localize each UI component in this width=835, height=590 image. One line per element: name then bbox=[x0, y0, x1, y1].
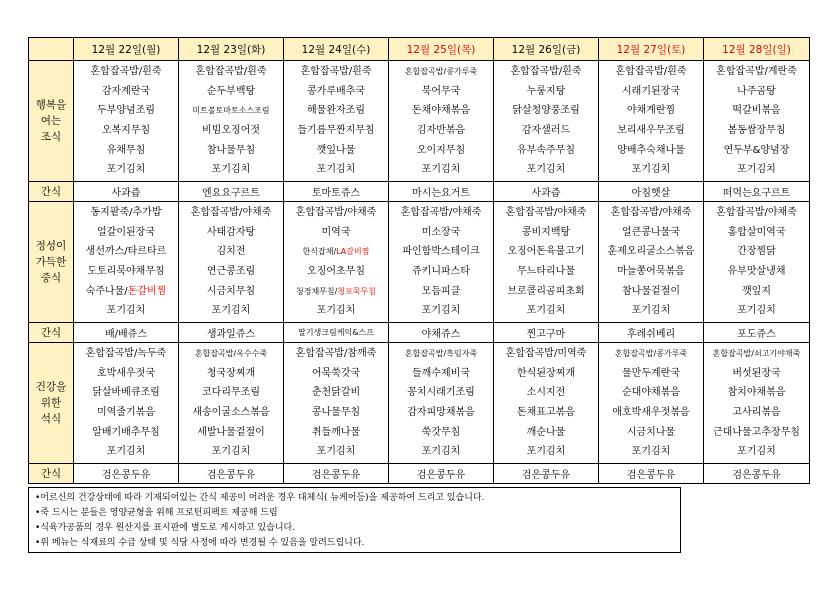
menu-item: 혼합잡곡밥/쇠고기야채죽 bbox=[712, 349, 801, 359]
menu-item: 봄동쌈장무침 bbox=[727, 125, 786, 136]
menu-item: 청국장찌개 bbox=[206, 367, 256, 379]
snack-item: 마시는요거트 bbox=[389, 182, 494, 202]
day-menu-cell bbox=[494, 202, 599, 323]
meal-label-line: 행복을 bbox=[35, 99, 67, 111]
menu-item-part: 한식잡채/ bbox=[302, 247, 337, 257]
menu-item: 참나물겉절이 bbox=[622, 285, 680, 297]
menu-item: 브로콜리곰피초회 bbox=[507, 285, 585, 297]
day-menu-cell bbox=[389, 61, 494, 182]
menu-item: 감자샐러드 bbox=[521, 125, 571, 136]
menu-item: 유채무침 bbox=[106, 144, 146, 156]
snack-item: 떠먹는요구르트 bbox=[704, 182, 810, 202]
menu-item: 쥬키니파스타 bbox=[412, 266, 470, 277]
day-header: 12월 26일(금) bbox=[494, 38, 599, 61]
day-menu-cell bbox=[179, 343, 284, 464]
snack-item: 사과즙 bbox=[74, 182, 179, 202]
menu-item: 버섯된장국 bbox=[732, 367, 781, 379]
menu-item: 물만두계란국 bbox=[622, 367, 680, 379]
menu-item: 근대나물고추장무침 bbox=[713, 426, 800, 438]
snack-item: 토마토쥬스 bbox=[284, 182, 389, 202]
menu-item: 포기김치 bbox=[631, 164, 671, 176]
menu-item: 취들깨나물 bbox=[311, 426, 361, 438]
menu-item: 깻잎나물 bbox=[316, 144, 356, 156]
day-header: 12월 28일(일) bbox=[704, 38, 810, 61]
menu-item: 포기김치 bbox=[737, 305, 776, 317]
header-corner bbox=[29, 38, 74, 61]
menu-item: 오이지무침 bbox=[416, 144, 466, 156]
menu-item: 한식된장찌개 bbox=[517, 367, 575, 379]
menu-item-highlight: 청포묵무침 bbox=[337, 286, 376, 296]
day-menu-cell bbox=[389, 343, 494, 464]
menu-item: 오복지무침 bbox=[101, 125, 151, 136]
menu-item: 소시지전 bbox=[526, 387, 566, 399]
menu-item: 야채계란찜 bbox=[626, 105, 676, 117]
snack-item: 검은콩두유 bbox=[389, 464, 494, 484]
meal-label-line: 중식 bbox=[40, 272, 62, 284]
menu-item: 포기김치 bbox=[316, 164, 356, 176]
menu-item: 미트볼토마토소스조림 bbox=[192, 106, 270, 116]
day-menu-cell bbox=[599, 343, 704, 464]
menu-item: 순대야채볶음 bbox=[622, 387, 680, 399]
snack-item: 사과즙 bbox=[494, 182, 599, 202]
menu-item: 미역국 bbox=[321, 226, 351, 238]
snack-label: 간식 bbox=[29, 464, 74, 484]
menu-item: 모듬피클 bbox=[421, 285, 461, 297]
menu-item: 김자반볶음 bbox=[416, 125, 466, 136]
menu-item: 혼합잡곡밥/야채죽 bbox=[190, 207, 272, 219]
menu-item: 미역줄기볶음 bbox=[97, 407, 155, 418]
menu-item: 들기름무짠지무침 bbox=[297, 125, 375, 136]
menu-item: 혼합잡곡밥/흰죽 bbox=[90, 66, 162, 78]
menu-item: 유부맛살냉채 bbox=[727, 266, 786, 277]
menu-item: 참나물무침 bbox=[206, 144, 256, 156]
menu-item bbox=[284, 242, 388, 262]
menu-item: 김치전 bbox=[216, 246, 246, 258]
menu-item: 콩나물무침 bbox=[311, 407, 361, 418]
snack-item: 검은콩두유 bbox=[179, 464, 284, 484]
menu-item: 깨순나물 bbox=[526, 426, 566, 438]
menu-item: 꽁치시래기조림 bbox=[407, 387, 475, 399]
notes-box bbox=[28, 487, 681, 553]
meal-label-line: 조식 bbox=[40, 131, 62, 143]
menu-item: 홍합살미역국 bbox=[727, 226, 786, 238]
menu-item: 양배추숙채나물 bbox=[617, 144, 685, 156]
lunch-row bbox=[29, 202, 810, 323]
snack-item: 딸기생크림케익&스프 bbox=[284, 323, 389, 343]
menu-item: 새송이굴소스볶음 bbox=[192, 407, 270, 418]
day-menu-cell bbox=[284, 343, 389, 464]
snack-row bbox=[29, 464, 810, 484]
menu-item: 혼합잡곡밥/야채죽 bbox=[610, 207, 692, 219]
day-menu-cell bbox=[74, 343, 179, 464]
menu-item: 포기김치 bbox=[737, 446, 776, 458]
snack-item: 생과일쥬스 bbox=[179, 323, 284, 343]
menu-item-part: 숙주나물/ bbox=[85, 285, 128, 297]
menu-item: 돈채야채볶음 bbox=[412, 105, 470, 117]
menu-item: 얼큰콩나물국 bbox=[622, 226, 680, 238]
snack-row bbox=[29, 323, 810, 343]
menu-item: 포기김치 bbox=[211, 446, 251, 458]
menu-item: 혼합잡곡밥/흰죽 bbox=[300, 66, 372, 78]
menu-item: 얼갈이된장국 bbox=[97, 226, 155, 238]
menu-item: 혼합잡곡밥/계란죽 bbox=[716, 66, 797, 78]
menu-item: 포기김치 bbox=[421, 446, 461, 458]
dinner-row bbox=[29, 343, 810, 464]
menu-item: 돈채표고볶음 bbox=[517, 407, 575, 418]
menu-item: 혼합잡곡밥/야채죽 bbox=[716, 207, 797, 219]
menu-item: 유부속주무침 bbox=[517, 144, 575, 156]
menu-item: 시금치나물 bbox=[626, 426, 676, 438]
day-header: 12월 27일(토) bbox=[599, 38, 704, 61]
menu-item: 콩가루배추국 bbox=[307, 85, 365, 97]
menu-item: 동지팥죽/추가밥 bbox=[90, 207, 162, 219]
day-menu-cell bbox=[284, 202, 389, 323]
menu-item: 무느타리나물 bbox=[517, 266, 575, 277]
menu-item: 혼합잡곡밥/참깨죽 bbox=[295, 348, 377, 360]
menu-item: 도토리묵야채무침 bbox=[87, 266, 165, 277]
menu-item: 포기김치 bbox=[631, 305, 671, 317]
menu-item: 알배기배추무침 bbox=[92, 426, 160, 438]
note-line: •위 메뉴는 식재료의 수급 상태 및 식당 사정에 따라 변경될 수 있음을 알려드립니다. bbox=[35, 538, 365, 548]
day-menu-cell bbox=[179, 202, 284, 323]
menu-item: 혼합잡곡밥/미역죽 bbox=[505, 348, 587, 360]
date-header-row bbox=[29, 38, 810, 61]
menu-item: 춘천닭갈비 bbox=[311, 387, 361, 399]
menu-item: 비빔오징어젓 bbox=[202, 125, 260, 136]
menu-item: 호박새우젓국 bbox=[97, 367, 155, 379]
breakfast-label bbox=[29, 61, 74, 182]
menu-item: 세발나물겉절이 bbox=[197, 426, 265, 438]
meal-label-line: 건강을 bbox=[35, 381, 67, 393]
weekly-menu-table bbox=[28, 37, 810, 484]
note-line: •죽 드시는 분들은 영양균형을 위해 프로틴피팩트 제공해 드림 bbox=[35, 508, 278, 518]
breakfast-row bbox=[29, 61, 810, 182]
menu-item: 감자피망채볶음 bbox=[407, 407, 475, 418]
menu-item-highlight: 돈갈비찜 bbox=[127, 285, 167, 297]
menu-item: 혼합잡곡밥/콩가루죽 bbox=[404, 67, 478, 77]
menu-item: 포기김치 bbox=[526, 305, 566, 317]
day-menu-cell bbox=[494, 343, 599, 464]
menu-item: 오징어돈육불고기 bbox=[507, 246, 585, 258]
menu-item: 해물완자조림 bbox=[307, 105, 365, 117]
lunch-label bbox=[29, 202, 74, 323]
menu-item: 쑥갓무침 bbox=[421, 426, 461, 438]
menu-item: 혼합잡곡밥/흰죽 bbox=[510, 66, 582, 78]
menu-item-highlight: LA갈비찜 bbox=[336, 247, 370, 257]
day-menu-cell bbox=[494, 61, 599, 182]
day-menu-cell bbox=[599, 202, 704, 323]
menu-item: 포기김치 bbox=[421, 305, 461, 317]
day-menu-cell bbox=[389, 202, 494, 323]
menu-item: 나주곰탕 bbox=[737, 85, 776, 97]
menu-item: 포기김치 bbox=[106, 305, 146, 317]
menu-item: 깻잎지 bbox=[742, 285, 771, 297]
snack-item: 배/배쥬스 bbox=[74, 323, 179, 343]
snack-item: 검은콩두유 bbox=[284, 464, 389, 484]
menu-item: 포기김치 bbox=[211, 164, 251, 176]
menu-item: 포기김치 bbox=[106, 164, 146, 176]
day-menu-cell bbox=[704, 343, 810, 464]
menu-item: 마늘쫑어묵볶음 bbox=[617, 266, 685, 277]
snack-row bbox=[29, 182, 810, 202]
menu-item: 포기김치 bbox=[631, 446, 671, 458]
menu-item: 북어무국 bbox=[421, 85, 461, 97]
menu-item: 연근콩조림 bbox=[206, 266, 256, 277]
day-header: 12월 24일(수) bbox=[284, 38, 389, 61]
menu-item-part: 청경채무침/ bbox=[296, 286, 338, 296]
menu-item: 혼합잡곡밥/흰죽 bbox=[195, 66, 267, 78]
meal-label-line: 석식 bbox=[40, 413, 62, 425]
menu-item: 누룽지탕 bbox=[526, 85, 566, 97]
menu-item: 포기김치 bbox=[526, 164, 566, 176]
menu-item: 포기김치 bbox=[526, 446, 566, 458]
menu-item: 보리새우무조림 bbox=[617, 125, 685, 136]
menu-item: 포기김치 bbox=[421, 164, 461, 176]
menu-item: 오징어초무침 bbox=[307, 266, 365, 277]
day-menu-cell bbox=[284, 61, 389, 182]
snack-item: 검은콩두유 bbox=[494, 464, 599, 484]
menu-item: 닭살바베큐조림 bbox=[92, 387, 160, 399]
snack-item: 후레쉬베리 bbox=[599, 323, 704, 343]
menu-item: 들깨수제비국 bbox=[412, 367, 470, 379]
day-header: 12월 25일(목) bbox=[389, 38, 494, 61]
day-menu-cell bbox=[74, 61, 179, 182]
day-menu-cell bbox=[179, 61, 284, 182]
day-menu-cell bbox=[74, 202, 179, 323]
menu-item: 닭살청양풍조림 bbox=[512, 105, 580, 117]
menu-item: 혼합잡곡밥/옥수수죽 bbox=[194, 349, 268, 359]
meal-label-line: 정성이 bbox=[35, 240, 67, 252]
menu-item: 파인함박스테이크 bbox=[402, 246, 480, 258]
menu-item: 포기김치 bbox=[106, 446, 146, 458]
menu-item: 콩비지백탕 bbox=[521, 226, 571, 238]
menu-item: 어묵쑥갓국 bbox=[311, 367, 361, 379]
day-header: 12월 23일(화) bbox=[179, 38, 284, 61]
day-menu-cell bbox=[599, 61, 704, 182]
menu-item: 포기김치 bbox=[316, 305, 356, 317]
menu-item bbox=[74, 282, 178, 302]
menu-item: 포기김치 bbox=[211, 305, 251, 317]
menu-item: 코다리무조림 bbox=[202, 387, 260, 399]
menu-item: 혼합잡곡밥/야채죽 bbox=[295, 207, 377, 219]
snack-item: 검은콩두유 bbox=[704, 464, 810, 484]
menu-item: 참치야채볶음 bbox=[727, 387, 786, 399]
snack-item: 아침햇살 bbox=[599, 182, 704, 202]
snack-item: 야채쥬스 bbox=[389, 323, 494, 343]
menu-item: 생선까스/타르타르 bbox=[85, 246, 167, 258]
menu-item: 혼합잡곡밥/흑임자죽 bbox=[404, 349, 478, 359]
menu-item bbox=[284, 282, 388, 302]
menu-item: 포기김치 bbox=[737, 164, 776, 176]
menu-item: 혼합잡곡밥/흰죽 bbox=[615, 66, 687, 78]
meal-label-line: 가득한 bbox=[35, 256, 67, 268]
menu-item: 미소장국 bbox=[421, 226, 461, 238]
snack-item: 엔요요구르트 bbox=[179, 182, 284, 202]
menu-item: 혼합잡곡밥/야채죽 bbox=[505, 207, 587, 219]
note-line: •식육가공품의 경우 원산지를 표시판에 별도로 게시하고 있습니다. bbox=[35, 523, 296, 533]
menu-item: 순두부백탕 bbox=[206, 85, 256, 97]
snack-item: 포도쥬스 bbox=[704, 323, 810, 343]
menu-item: 감자계란국 bbox=[101, 85, 151, 97]
note-line: •어르신의 건강상태에 따라 기재되어있는 간식 제공이 어려운 경우 대체식( 뉴케어등)을 제공하여 드리고 있습니다. bbox=[35, 493, 485, 503]
day-menu-cell bbox=[704, 61, 810, 182]
meal-label-line: 위한 bbox=[40, 397, 62, 409]
menu-item: 시금치무침 bbox=[206, 285, 256, 297]
snack-label: 간식 bbox=[29, 323, 74, 343]
menu-item: 사태감자탕 bbox=[206, 226, 256, 238]
snack-item: 검은콩두유 bbox=[74, 464, 179, 484]
menu-item: 혼합잡곡밥/녹두죽 bbox=[85, 348, 167, 360]
menu-item: 간장찜닭 bbox=[737, 246, 776, 258]
menu-item: 훈제오리굴소스볶음 bbox=[607, 246, 695, 258]
menu-item: 혼합잡곡밥/콩가루죽 bbox=[614, 349, 688, 359]
day-header: 12월 22일(월) bbox=[74, 38, 179, 61]
day-menu-cell bbox=[704, 202, 810, 323]
menu-item: 떡갈비볶음 bbox=[732, 105, 781, 117]
menu-item: 연두부&양념장 bbox=[723, 144, 790, 156]
menu-item: 혼합잡곡밥/야채죽 bbox=[400, 207, 482, 219]
snack-item: 검은콩두유 bbox=[599, 464, 704, 484]
meal-label-line: 여는 bbox=[40, 115, 62, 127]
menu-item: 두부양념조림 bbox=[97, 105, 155, 117]
dinner-label bbox=[29, 343, 74, 464]
menu-item: 애호박새우젓볶음 bbox=[612, 407, 690, 418]
menu-item: 포기김치 bbox=[316, 446, 356, 458]
snack-label: 간식 bbox=[29, 182, 74, 202]
menu-item: 시래기된장국 bbox=[622, 85, 680, 97]
snack-item: 찐고구마 bbox=[494, 323, 599, 343]
menu-item: 고사리볶음 bbox=[732, 407, 781, 418]
